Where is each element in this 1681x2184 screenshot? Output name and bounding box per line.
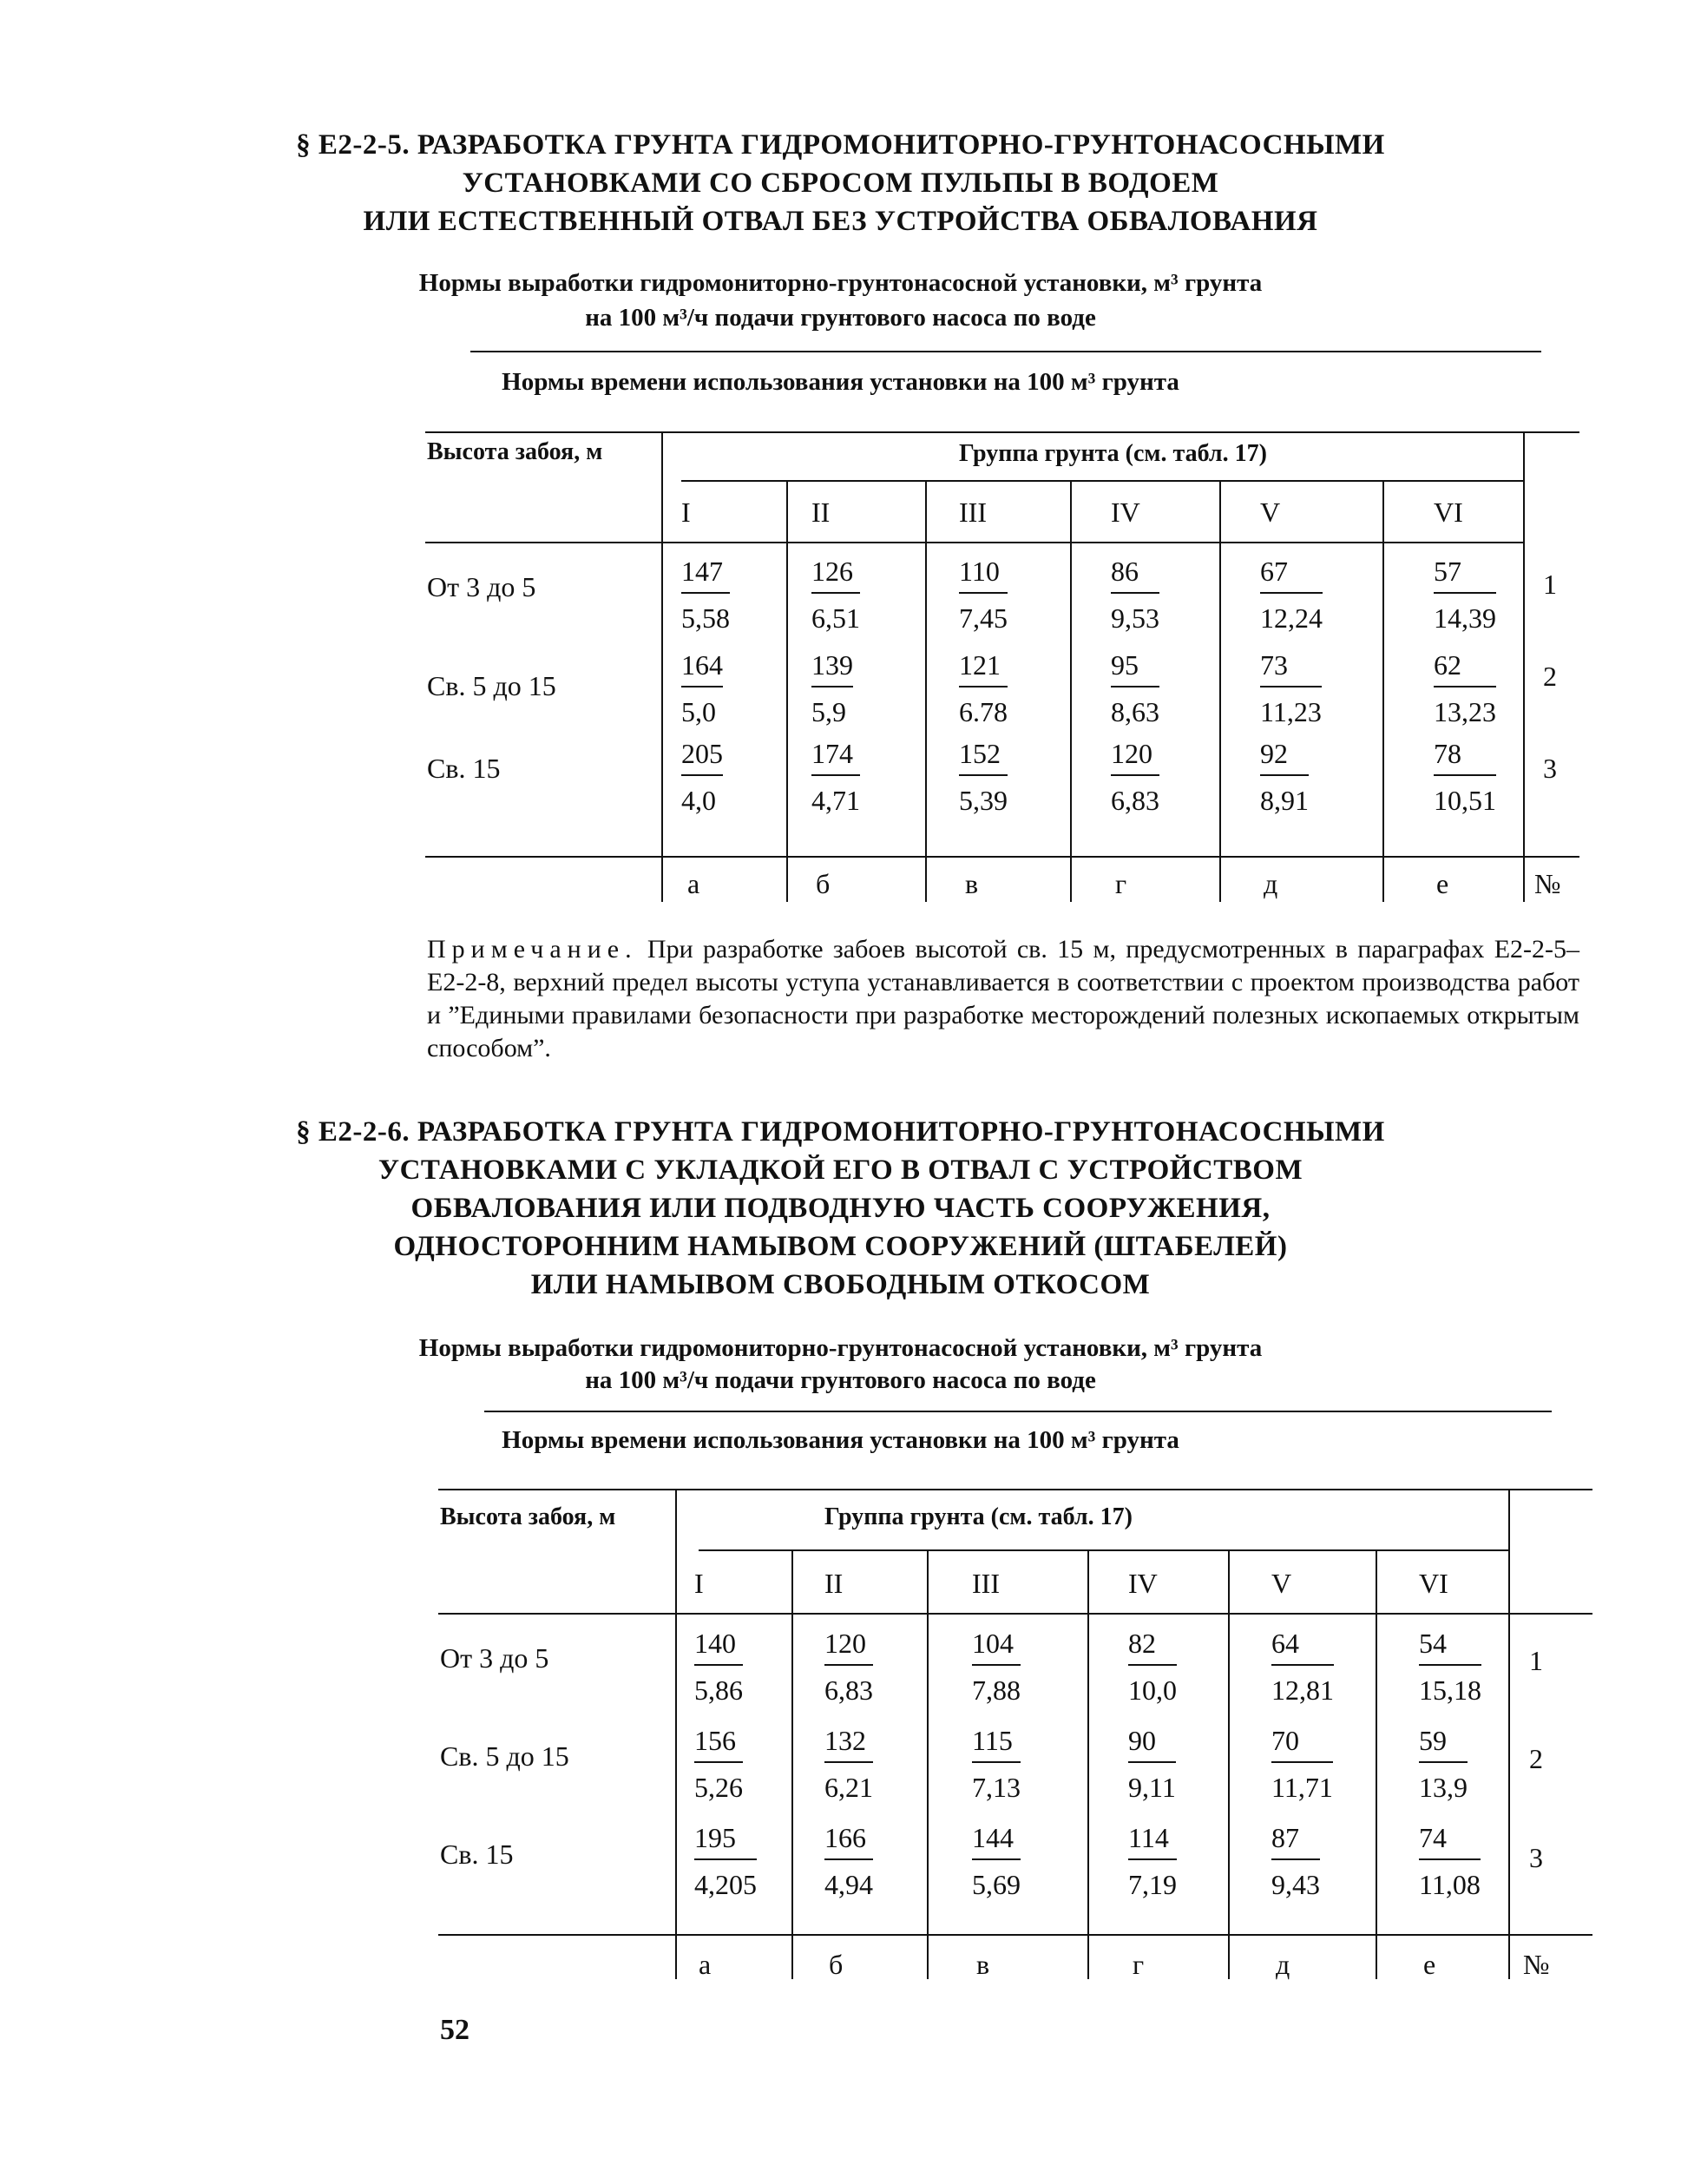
group-label: III [959,497,987,528]
header-bottom-rule [425,542,1523,543]
note-text: При разработке забоев высотой св. 15 м, предусмотренных в параграфах Е2-2-5–Е2-2-8, верхний предел высоты уступа устанавливается в соответствии с проектом производства работ и ”Едиными правилами безопасности при разработке месторождений полезных ископаемых открытым способом”. [427,935,1579,1062]
column-letter: е [1436,868,1449,899]
height-header: Высота забоя, м [440,1503,616,1530]
time-norms-caption: Нормы времени использования установки на 100 м³ грунта [502,368,1179,396]
group-label: II [811,497,831,528]
production-norms-line: на 100 м³/ч подачи грунтового насоса по воде [585,304,1096,332]
group-label: V [1260,497,1281,528]
norm-fraction: 110 7,45 [959,556,1008,634]
row-number: 1 [1543,569,1557,600]
header-bottom-rule [438,1613,1592,1615]
table-bottom-rule [438,1934,1592,1936]
row-height-label: Св. 5 до 15 [427,670,556,701]
norm-fraction: 120 6,83 [824,1628,873,1706]
column-divider [1219,482,1221,902]
column-divider [1087,1551,1089,1979]
row-height-label: Св. 15 [440,1839,514,1870]
group-label: VI [1434,497,1463,528]
norm-fraction: 67 12,24 [1260,556,1323,634]
norm-fraction: 147 5,58 [681,556,730,634]
group-label: III [972,1568,1000,1599]
column-letter: в [976,1949,990,1980]
group-header-rule [681,480,1523,482]
section-heading-line: ОДНОСТОРОННИМ НАМЫВОМ СООРУЖЕНИЙ (ШТАБЕЛЕЙ) [393,1231,1288,1262]
table-top-rule [438,1489,1592,1490]
group-label: IV [1111,497,1140,528]
column-divider [1382,482,1384,902]
norm-fraction: 90 9,11 [1128,1725,1176,1803]
group-label: VI [1419,1568,1448,1599]
norm-fraction: 57 14,39 [1434,556,1496,634]
norm-fraction: 64 12,81 [1271,1628,1334,1706]
column-letter: б [816,868,831,899]
section-heading-line: § Е2-2-5. РАЗРАБОТКА ГРУНТА ГИДРОМОНИТОРНО-ГРУНТОНАСОСНЫМИ [296,129,1385,161]
production-norms-line: Нормы выработки гидромониторно-грунтонасосной установки, м³ грунта [418,1334,1263,1362]
norm-fraction: 92 8,91 [1260,738,1309,816]
section-heading-line: ИЛИ ЕСТЕСТВЕННЫЙ ОТВАЛ БЕЗ УСТРОЙСТВА ОБВАЛОВАНИЯ [363,206,1318,237]
table-top-rule [425,431,1579,433]
norm-fraction: 86 9,53 [1111,556,1159,634]
norm-fraction: 166 4,94 [824,1822,873,1900]
column-letter: г [1115,868,1127,899]
group-label: I [681,497,691,528]
column-divider [675,1489,677,1979]
norm-fraction: 174 4,71 [811,738,860,816]
norm-fraction: 87 9,43 [1271,1822,1320,1900]
group-label: V [1271,1568,1292,1599]
norm-fraction: 121 6.78 [959,649,1008,727]
norm-fraction: 82 10,0 [1128,1628,1177,1706]
norm-fraction: 104 7,88 [972,1628,1021,1706]
norm-fraction: 70 11,71 [1271,1725,1333,1803]
row-number: 3 [1543,753,1557,784]
norm-fraction: 152 5,39 [959,738,1008,816]
column-letter: б [829,1949,844,1980]
norm-fraction: 140 5,86 [694,1628,743,1706]
column-letter: д [1276,1949,1290,1980]
norm-fraction: 144 5,69 [972,1822,1021,1900]
norm-fraction: 78 10,51 [1434,738,1496,816]
table-bottom-rule [425,856,1579,858]
number-column-label: № [1523,1949,1550,1980]
norm-fraction: 54 15,18 [1419,1628,1481,1706]
section-heading-line: ОБВАЛОВАНИЯ ИЛИ ПОДВОДНУЮ ЧАСТЬ СООРУЖЕНИЯ, [410,1193,1271,1224]
norm-fraction: 195 4,205 [694,1822,757,1900]
column-letter: а [699,1949,712,1980]
column-letter: г [1133,1949,1145,1980]
column-divider [927,1551,929,1979]
column-divider [1376,1551,1377,1979]
norm-fraction: 59 13,9 [1419,1725,1468,1803]
section-heading-line: § Е2-2-6. РАЗРАБОТКА ГРУНТА ГИДРОМОНИТОРНО-ГРУНТОНАСОСНЫМИ [296,1116,1385,1148]
column-letter: е [1423,1949,1436,1980]
page-number: 52 [440,2014,469,2046]
row-number: 2 [1543,661,1557,692]
height-header: Высота забоя, м [427,438,603,465]
norm-fraction: 73 11,23 [1260,649,1322,727]
production-norms-line: на 100 м³/ч подачи грунтового насоса по воде [585,1366,1096,1394]
column-divider [791,1551,793,1979]
norm-fraction: 115 7,13 [972,1725,1021,1803]
column-letter: д [1264,868,1278,899]
row-height-label: От 3 до 5 [440,1642,549,1674]
group-label: I [694,1568,704,1599]
group-label: II [824,1568,844,1599]
norm-fraction: 114 7,19 [1128,1822,1177,1900]
divider [470,351,1541,352]
norm-fraction: 132 6,21 [824,1725,873,1803]
row-number: 2 [1529,1743,1543,1774]
section-heading-line: УСТАНОВКАМИ СО СБРОСОМ ПУЛЬПЫ В ВОДОЕМ [462,168,1219,199]
number-column-label: № [1534,868,1561,899]
norm-fraction: 120 6,83 [1111,738,1159,816]
group-header: Группа грунта (см. табл. 17) [959,440,1267,467]
norm-fraction: 156 5,26 [694,1725,743,1803]
section-heading-line: УСТАНОВКАМИ С УКЛАДКОЙ ЕГО В ОТВАЛ С УСТРОЙСТВОМ [378,1154,1303,1186]
column-divider [925,482,927,902]
norm-fraction: 74 11,08 [1419,1822,1481,1900]
row-height-label: Св. 5 до 15 [440,1740,569,1772]
column-divider [1508,1489,1510,1979]
section-heading-line: ИЛИ НАМЫВОМ СВОБОДНЫМ ОТКОСОМ [530,1269,1151,1300]
row-height-label: От 3 до 5 [427,571,536,602]
norm-fraction: 126 6,51 [811,556,860,634]
column-letter: в [965,868,979,899]
divider [484,1411,1552,1412]
group-label: IV [1128,1568,1158,1599]
row-number: 1 [1529,1645,1543,1676]
norm-fraction: 205 4,0 [681,738,723,816]
row-number: 3 [1529,1842,1543,1873]
norm-fraction: 95 8,63 [1111,649,1159,727]
note-label: Примечание. [427,935,638,964]
column-letter: а [687,868,700,899]
group-header: Группа грунта (см. табл. 17) [824,1503,1133,1530]
production-norms-line: Нормы выработки гидромониторно-грунтонасосной установки, м³ грунта [418,269,1263,297]
time-norms-caption: Нормы времени использования установки на 100 м³ грунта [502,1426,1179,1454]
norm-fraction: 139 5,9 [811,649,853,727]
note-paragraph [427,933,1579,1065]
column-divider [1228,1551,1230,1979]
row-height-label: Св. 15 [427,753,501,784]
column-divider [661,431,663,902]
column-divider [1070,482,1072,902]
column-divider [1523,431,1525,902]
group-header-rule [699,1549,1510,1551]
norm-fraction: 62 13,23 [1434,649,1496,727]
norm-fraction: 164 5,0 [681,649,723,727]
column-divider [786,482,788,902]
